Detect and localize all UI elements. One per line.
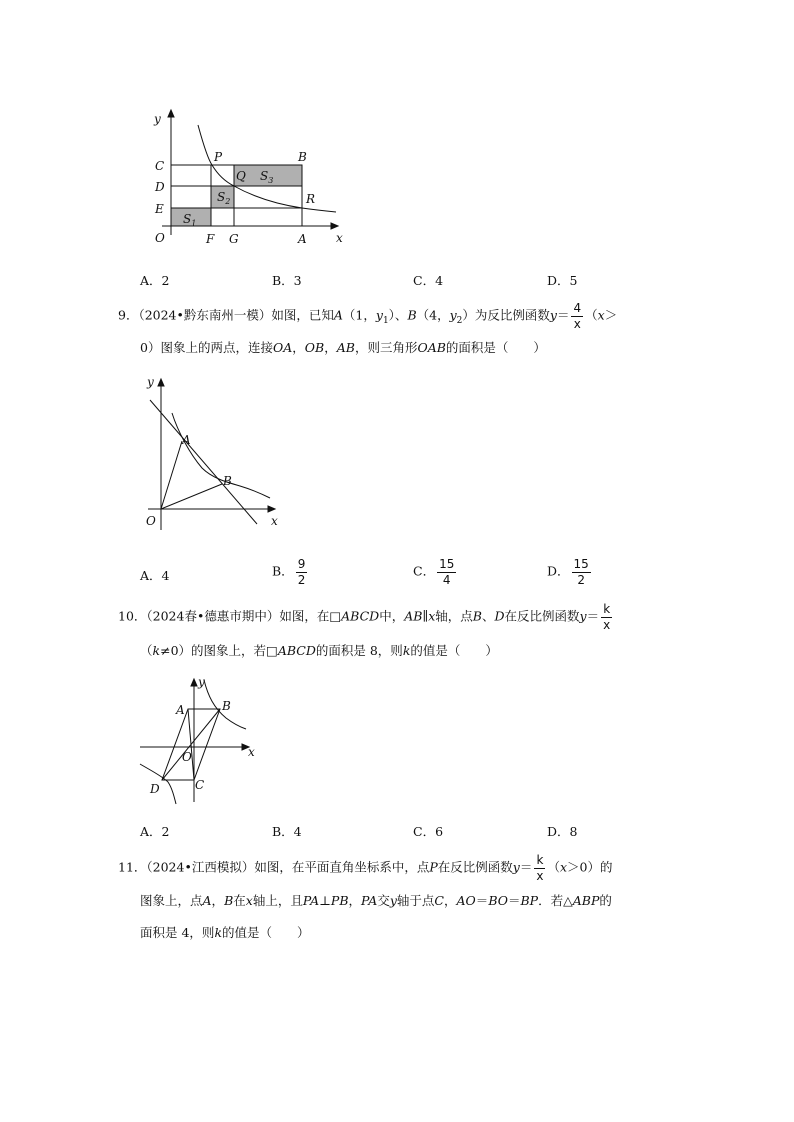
label-p: P [214,150,223,164]
label-a: A [298,232,307,246]
label-o: O [182,750,192,764]
label-b: B [223,474,232,488]
segment-ob [161,484,222,509]
x-axis-arrow [268,506,275,512]
segment-oa [161,441,182,509]
q9-function-fraction: $\frac{4}{x}$ [573,301,582,331]
q9-option-a[interactable]: A．4 [140,568,170,583]
q11-function-fraction: $\frac{k}{x}$ [536,853,544,883]
q9-stem-line1: 9．（2024•黔东南州一模）如图，已知A（1，$y_1$）、B（4，$y_2$）为反比例函数y＝ $\frac{4}{x}$ （x＞ [118,301,618,331]
q8-option-d[interactable]: D．5 [547,273,578,288]
x-axis-arrow [331,223,338,229]
line-ab-extended [150,400,257,524]
q10-stem-line1: 10．（2024春•德惠市期中）如图，在□ABCD中，AB∥x轴，点B、D在反比例函数y＝ $\frac{k}{x}$ [118,602,611,632]
label-s2: $S_2$ [217,190,231,206]
label-g: G [229,232,239,246]
y-axis-arrow [158,379,164,386]
q8-option-b[interactable]: B．3 [272,273,302,288]
label-a: A [182,433,191,447]
label-c: C [155,159,165,173]
figure-parallelogram-abcd [138,672,268,807]
label-r: R [306,192,316,206]
q10-stem-line2: （k≠0）的图象上，若□ABCD的面积是 8，则k的值是（ ） [140,643,498,658]
label-o: O [155,231,165,245]
label-b: B [298,150,307,164]
q10-function-fraction: $\frac{k}{x}$ [603,602,611,632]
q10-option-b[interactable]: B．4 [272,824,302,839]
q9-option-d[interactable]: D． $\frac{15}{2}$ [547,557,589,587]
q10-option-d[interactable]: D．8 [547,824,578,839]
q10-option-c[interactable]: C．6 [413,824,444,839]
label-q: Q [236,169,246,183]
label-x: x [248,745,255,759]
label-d: D [150,782,160,796]
label-s3: $S_3$ [260,169,274,185]
hyperbola-curve [172,413,270,498]
label-s1: $S_1$ [183,212,197,228]
q9-stem-line2: 0）图象上的两点，连接OA，OB，AB，则三角形OAB的面积是（ ） [140,340,546,355]
q10-option-a[interactable]: A．2 [140,824,170,839]
y-axis-arrow [191,679,197,686]
q9-option-b[interactable]: B． $\frac{9}{2}$ [272,557,306,587]
q11-stem-line1: 11．（2024•江西模拟）如图，在平面直角坐标系中，点P在反比例函数y＝ $\frac{k}{x}$ （x＞0）的 [118,853,613,883]
q8-option-a[interactable]: A．2 [140,273,170,288]
q8-option-c[interactable]: C．4 [413,273,444,288]
label-y: y [147,375,154,389]
label-f: F [206,232,215,246]
label-b: B [222,699,231,713]
label-x: x [271,514,278,528]
label-c: C [195,778,205,792]
label-y: y [154,112,161,126]
figure-triangle-oab [140,370,290,535]
y-axis-arrow [168,110,174,117]
q9-option-c[interactable]: C． $\frac{15}{4}$ [413,557,455,587]
label-a: A [176,703,185,717]
label-d: D [155,180,165,194]
diagonal-ac [188,709,194,780]
label-y: y [198,675,205,689]
label-o: O [146,514,156,528]
label-x: x [336,231,343,245]
label-e: E [155,202,164,216]
figure-rectangles-hyperbola [140,105,360,255]
q11-stem-line3: 面积是 4，则k的值是（ ） [140,925,310,940]
q11-stem-line2: 图象上，点A，B在x轴上，且PA⊥PB，PA交y轴于点C，AO＝BO＝BP．若△ABP的 [140,893,612,908]
